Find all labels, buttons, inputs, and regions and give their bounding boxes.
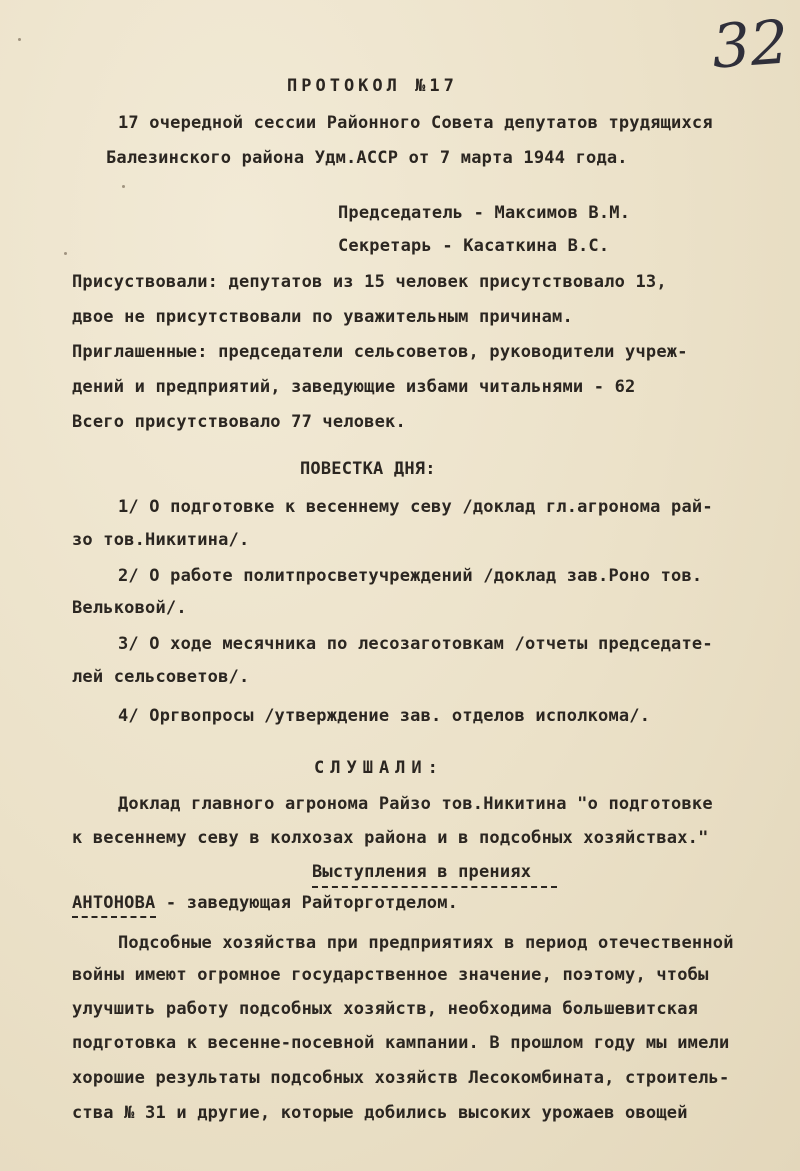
- agenda-line-6: лей сельсоветов/.: [72, 667, 250, 687]
- agenda-line-4: Вельковой/.: [72, 598, 187, 618]
- attendance-line-4: дений и предприятий, заведующие избами читальнями - 62: [72, 377, 636, 397]
- agenda-line-1: 1/ О подготовке к весеннему севу /доклад гл.агронома рай-: [118, 497, 713, 517]
- speech-line-4: подготовка к весенне-посевной кампании. В прошлом году мы имели: [72, 1033, 730, 1053]
- agenda-line-3: 2/ О работе политпросветучреждений /доклад зав.Роно тов.: [118, 566, 703, 586]
- speech-line-5: хорошие результаты подсобных хозяйств Лесокомбината, строитель-: [72, 1068, 730, 1088]
- chair-line: Председатель - Максимов В.М.: [338, 203, 631, 223]
- speaker-underline: [72, 916, 156, 918]
- attendance-line-1: Присуствовали: депутатов из 15 человек присутствовало 13,: [72, 272, 667, 292]
- secretary-line: Секретарь - Касаткина В.С.: [338, 236, 610, 256]
- agenda-heading: ПОВЕСТКА ДНЯ:: [300, 459, 436, 479]
- debate-heading-underline: [312, 886, 557, 888]
- paper-speck: [122, 185, 125, 188]
- agenda-line-7: 4/ Оргвопросы /утверждение зав. отделов исполкома/.: [118, 706, 651, 726]
- debate-heading: Выступления в прениях: [312, 862, 532, 882]
- attendance-line-3: Приглашенные: председатели сельсоветов, руководители учреж-: [72, 342, 688, 362]
- heard-line-2: к весеннему севу в колхозах района и в подсобных хозяйствах.": [72, 828, 709, 848]
- speech-line-6: ства № 31 и другие, которые добились высоких урожаев овощей: [72, 1103, 688, 1123]
- handwritten-page-number: 32: [709, 7, 791, 83]
- speech-line-1: Подсобные хозяйства при предприятиях в период отечественной: [118, 933, 734, 953]
- speaker-line: АНТОНОВА - заведующая Райторготделом.: [72, 893, 459, 913]
- heard-heading: СЛУШАЛИ:: [314, 758, 444, 778]
- protocol-title: ПРОТОКОЛ №17: [287, 76, 458, 96]
- speech-line-3: улучшить работу подсобных хозяйств, необходима большевитская: [72, 999, 699, 1019]
- heard-line-1: Доклад главного агронома Райзо тов.Никитина "о подготовке: [118, 794, 713, 814]
- speech-line-2: войны имеют огромное государственное значение, поэтому, чтобы: [72, 965, 709, 985]
- attendance-line-5: Всего присутствовало 77 человек.: [72, 412, 406, 432]
- agenda-line-2: зо тов.Никитина/.: [72, 530, 250, 550]
- paper-speck: [64, 252, 67, 255]
- agenda-line-5: 3/ О ходе месячника по лесозаготовкам /отчеты председате-: [118, 634, 713, 654]
- paper-speck: [18, 38, 21, 41]
- header-line-2: Балезинского района Удм.АССР от 7 марта 1944 года.: [106, 148, 628, 168]
- header-line-1: 17 очередной сессии Районного Совета депутатов трудящихся: [118, 113, 713, 133]
- attendance-line-2: двое не присутствовали по уважительным причинам.: [72, 307, 573, 327]
